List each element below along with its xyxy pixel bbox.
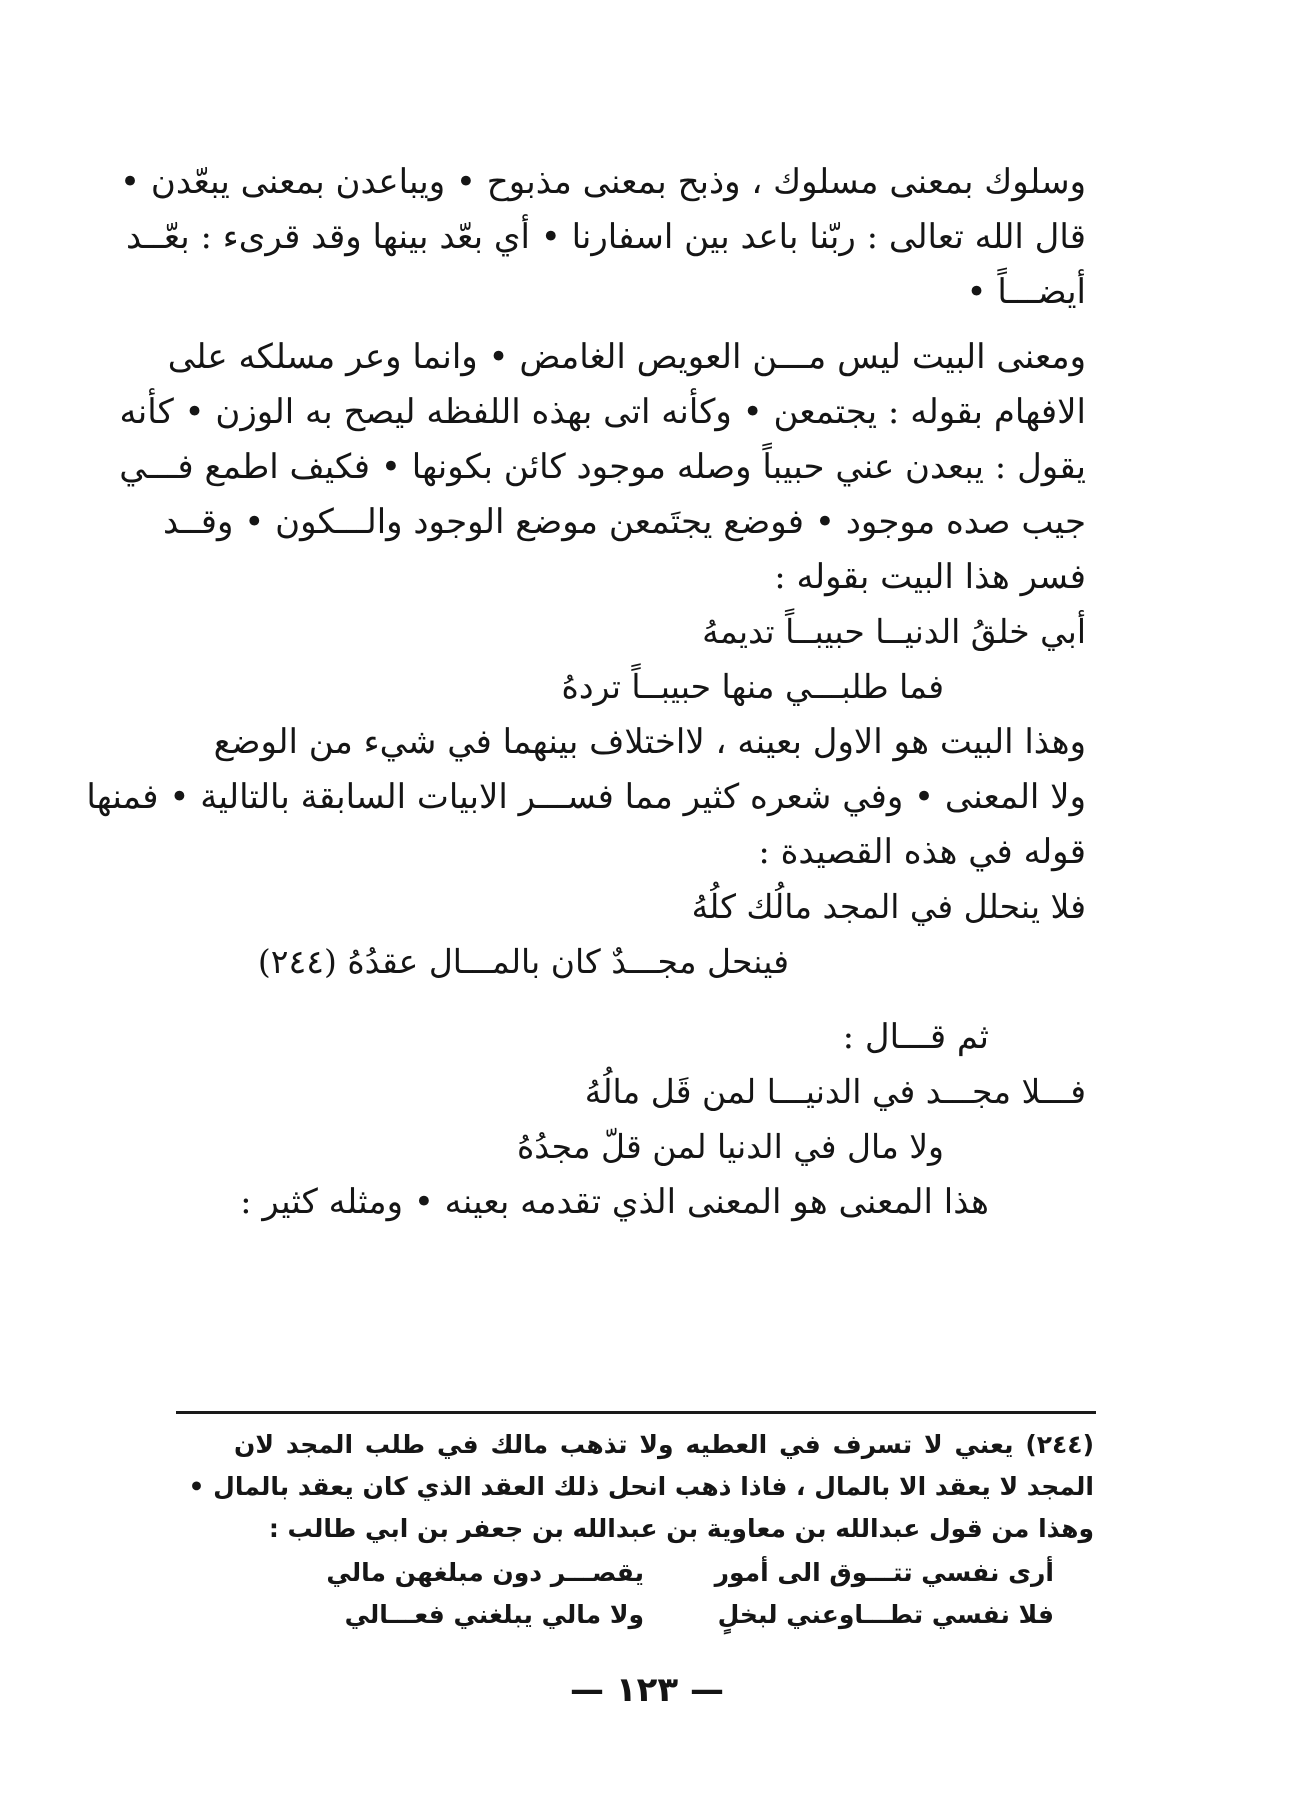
- body-line-2: قال الله تعالى : ربّنا باعد بين اسفارنا • أي بعّد بينها وقد قرىء : بعّــد: [126, 217, 1086, 257]
- body-line-9: وهذا البيت هو الاول بعينه ، لااختلاف بينهما في شيء من الوضع: [213, 722, 1086, 762]
- verse-3-second-hemistich: ولا مال في الدنيا لمن قلّ مجدُهُ: [516, 1127, 944, 1166]
- body-line-4: ومعنى البيت ليس مـــن العويص الغامض • وانما وعر مسلكه على: [167, 337, 1086, 377]
- verse-2-first-hemistich: فلا ينحلل في المجد مالُك كلُهُ: [691, 887, 1086, 926]
- footnote-line-2: المجد لا يعقد الا بالمال ، فاذا ذهب انحل ذلك العقد الذي كان يعقد بالمال •: [188, 1472, 1094, 1501]
- body-line-10: ولا المعنى • وفي شعره كثير مما فســـر الابيات السابقة بالتالية • فمنها: [86, 777, 1086, 817]
- body-line-7: جيب صده موجود • فوضع يجتَمعن موضع الوجود والـــكون • وقــد: [163, 502, 1086, 542]
- footnote-verse-2-second: ولا مالي يبلغني فعـــالي: [344, 1600, 644, 1629]
- footnote-verse-1-first: أرى نفسي تتـــوق الى أمور: [714, 1558, 1054, 1587]
- body-line-11: قوله في هذه القصيدة :: [758, 832, 1086, 872]
- body-line-8: فسر هذا البيت بقوله :: [774, 557, 1086, 597]
- footnote-verse-1-second: يقصـــر دون مبلغهن مالي: [326, 1558, 644, 1587]
- verse-1-second-hemistich: فما طلبـــي منها حبيبــاً تردهُ: [561, 667, 944, 706]
- verse-3-first-hemistich: فـــلا مجـــد في الدنيـــا لمن قَل مالُهُ: [584, 1072, 1086, 1111]
- verse-1-first-hemistich: أبي خلقُ الدنيــا حبيبــاً تديمهُ: [702, 612, 1086, 651]
- footnote-line-1: (٢٤٤) يعني لا تسرف في العطيه ولا تذهب مالك في طلب المجد لان: [234, 1430, 1094, 1459]
- body-line-3: أيضـــاً •: [966, 272, 1086, 312]
- body-line-5: الافهام بقوله : يجتمعن • وكأنه اتى بهذه اللفظه ليصح به الوزن • كأنه: [119, 392, 1086, 432]
- verse-2-second-hemistich: فينحل مجـــدٌ كان بالمـــال عقدُهُ (٢٤٤): [257, 942, 789, 981]
- closing-line: هذا المعنى هو المعنى الذي تقدمه بعينه • ومثله كثير :: [240, 1182, 989, 1222]
- then-said-line: ثم قـــال :: [842, 1017, 989, 1057]
- body-line-1: وسلوك بمعنى مسلوك ، وذبح بمعنى مذبوح • ويباعدن بمعنى يبعّدن •: [119, 162, 1086, 202]
- footnote-line-3: وهذا من قول عبدالله بن معاوية بن عبدالله بن جعفر بن ابي طالب :: [268, 1514, 1094, 1543]
- footnote-separator: [176, 1411, 1096, 1414]
- page-number: — ١٢٣ —: [570, 1670, 724, 1710]
- body-line-6: يقول : يبعدن عني حبيباً وصله موجود كائن بكونها • فكيف اطمع فـــي: [119, 447, 1086, 487]
- footnote-verse-2-first: فلا نفسي تطـــاوعني لبخلٍ: [717, 1600, 1054, 1629]
